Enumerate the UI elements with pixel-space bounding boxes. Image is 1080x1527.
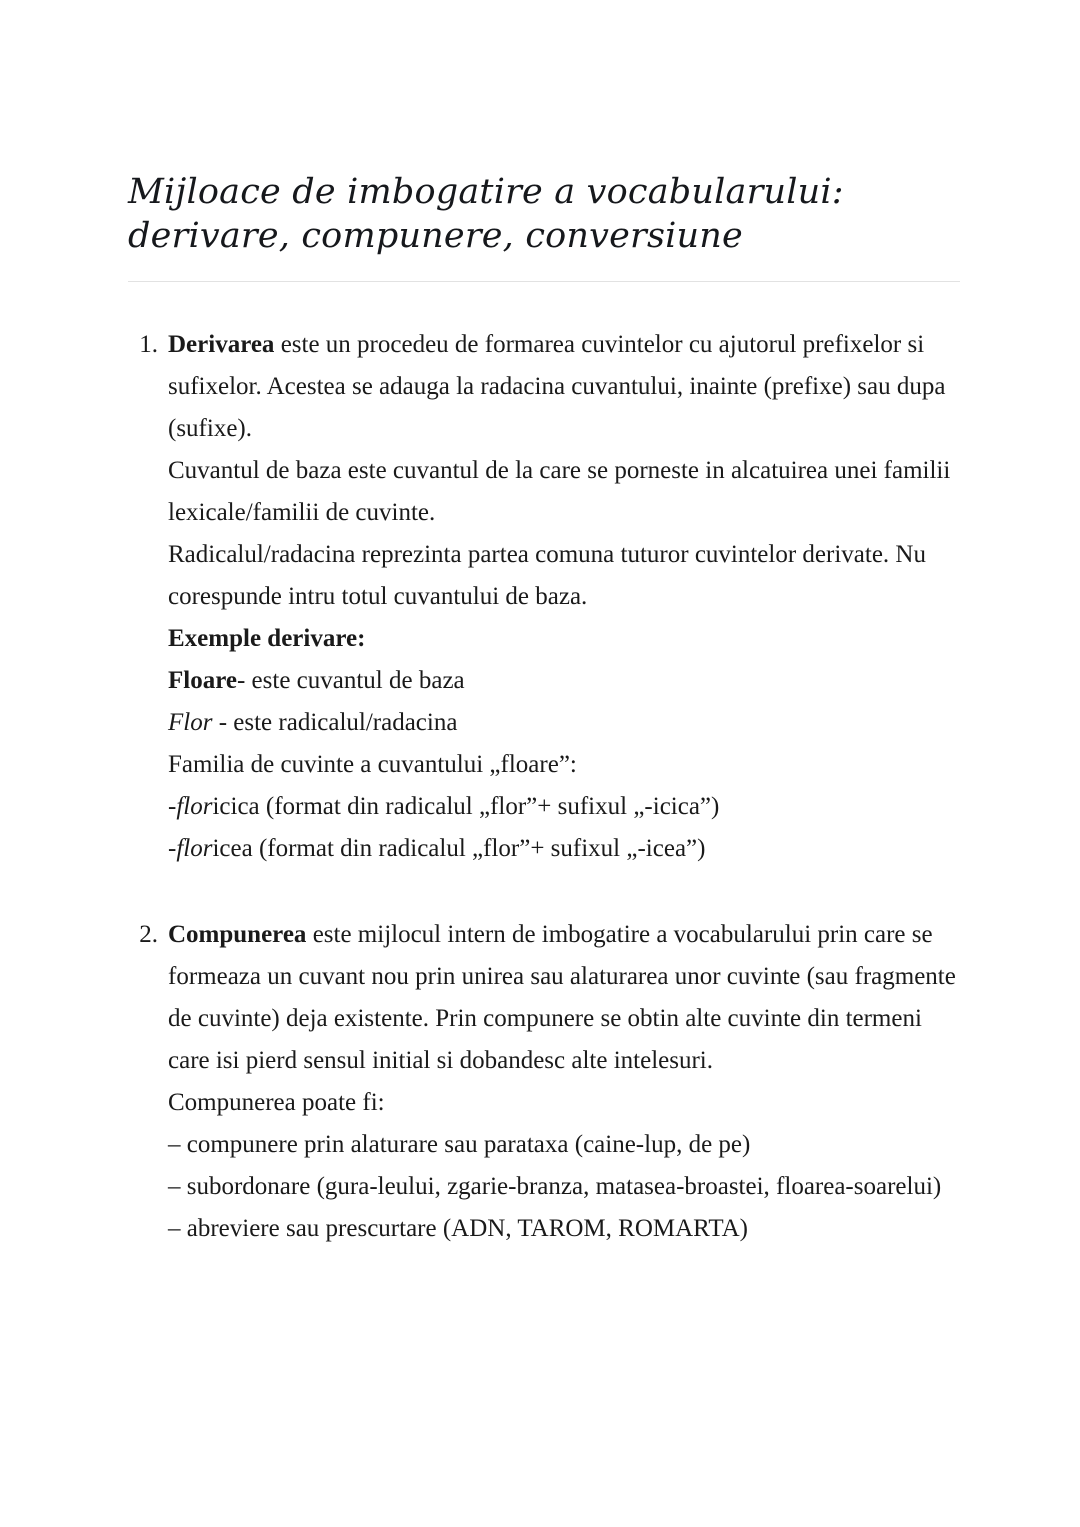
example-term-floare-text: - este cuvantul de baza <box>236 666 465 694</box>
title-divider <box>128 281 960 282</box>
list-item <box>168 914 963 1250</box>
item-1-derived-1 <box>168 786 960 828</box>
derived-2-rest: icea (format din radicalul „flor”+ sufixul „-icea”) <box>212 834 706 862</box>
item-1-lead-term: Derivarea <box>168 330 275 358</box>
item-1-example-floare <box>168 660 960 702</box>
item-1-examples-heading: Exemple derivare: <box>168 624 366 652</box>
derived-1-prefix: - <box>168 792 177 820</box>
item-1-example-flor <box>168 702 960 744</box>
item-2-lead-text: este mijlocul intern de imbogatire a vocabularului prin care se formeaza un cuvant nou prin unirea sau alaturarea unor cuvinte (sau fragmente de cuvinte) deja existente. Prin compunere se obtin alte cuvinte din termeni care isi pierd sensul initial si dobandesc alte intelesuri. <box>168 920 963 1074</box>
item-2-body <box>168 914 963 1250</box>
derived-2-prefix: - <box>168 834 177 862</box>
item-1-line-1: Cuvantul de baza este cuvantul de la care se porneste in alcatuirea unei familii lexicale/familii de cuvinte. <box>168 456 957 526</box>
item-2-line-1: Compunerea poate fi: <box>168 1088 385 1116</box>
item-1-family-line: Familia de cuvinte a cuvantului „floare”: <box>168 750 577 778</box>
item-1-lead <box>168 324 960 450</box>
item-2-line-2: – compunere prin alaturare sau parataxa (caine-lup, de pe) <box>168 1130 751 1158</box>
page-title: Mijloace de imbogatire a vocabularului: derivare, compunere, conversiune <box>128 172 844 257</box>
item-2-lead-term: Compunerea <box>168 920 307 948</box>
example-term-flor-text: - este radicalul/radacina <box>212 708 458 736</box>
item-1-lead-text: este un procedeu de formarea cuvintelor cu ajutorul prefixelor si sufixelor. Acestea se adauga la radacina cuvantului, inainte (prefixe) sau dupa (sufixe). <box>168 330 952 442</box>
example-term-floare: Floare <box>168 666 237 694</box>
item-1-derived-2 <box>168 828 960 870</box>
item-1-body <box>168 324 960 870</box>
item-1-line-2: Radicalul/radacina reprezinta partea comuna tuturor cuvintelor derivate. Nu corespunde intru totul cuvantului de baza. <box>168 540 933 610</box>
item-2-line-4: – abreviere sau prescurtare (ADN, TAROM, ROMARTA) <box>168 1214 748 1242</box>
example-term-flor: Flor <box>168 708 213 736</box>
numbered-list <box>128 324 963 1250</box>
item-2-lead <box>168 914 963 1082</box>
derived-1-rest: icica (format din radicalul „flor”+ sufixul „-icica”) <box>212 792 720 820</box>
derived-1-root: flor <box>176 792 213 820</box>
derived-2-root: flor <box>176 834 213 862</box>
list-item <box>168 324 960 870</box>
item-2-line-3: – subordonare (gura-leului, zgarie-branza, matasea-broastei, floarea-soarelui) <box>168 1172 942 1200</box>
